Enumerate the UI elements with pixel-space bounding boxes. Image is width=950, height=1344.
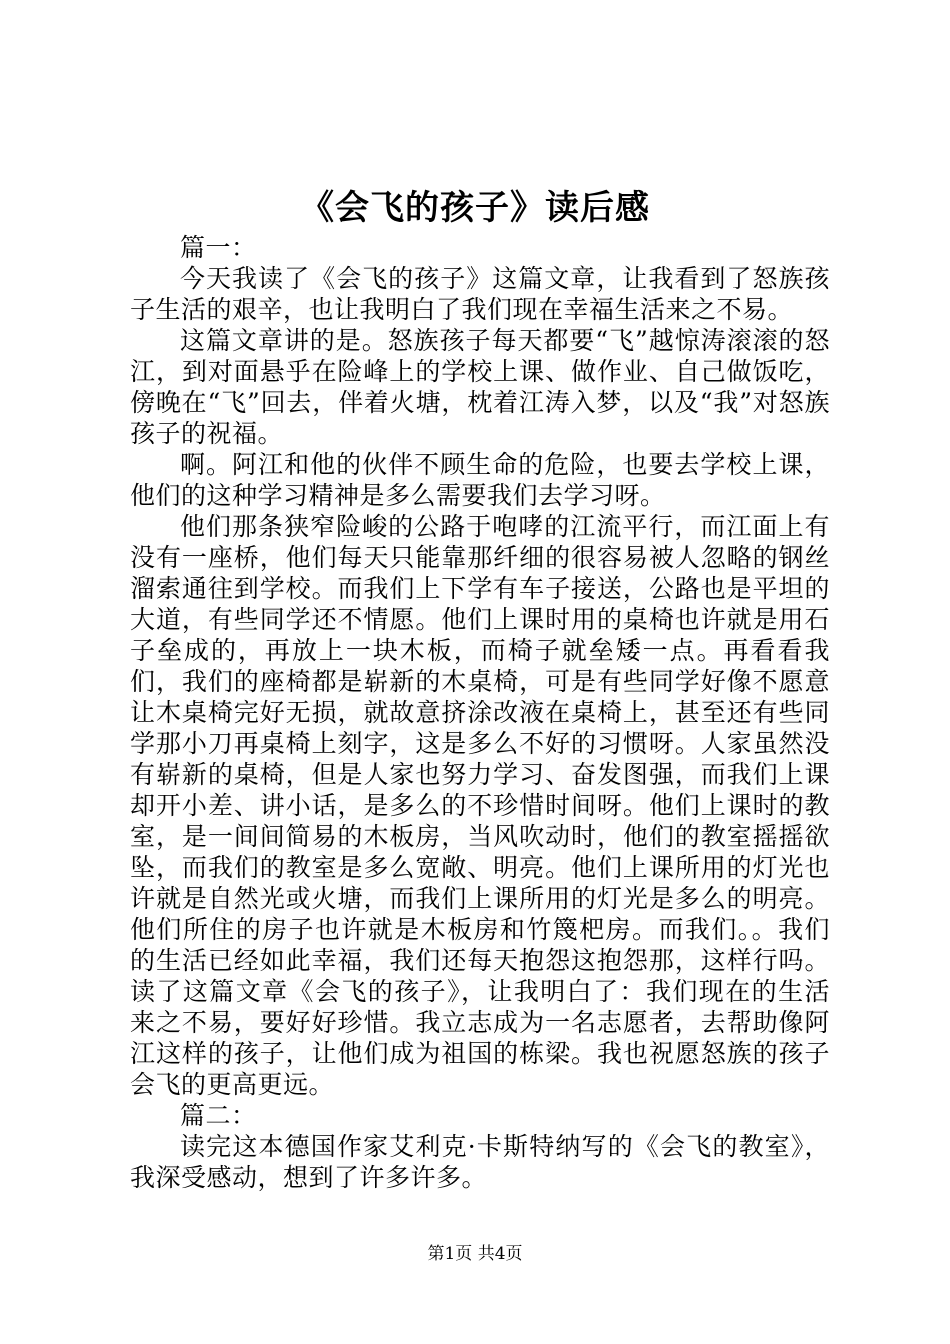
paragraph-section-2-intro: 读完这本德国作家艾利克·卡斯特纳写的《会飞的教室》，我深受感动，想到了许多许多。 [130,1132,830,1192]
section-heading-1: 篇一： [180,233,257,262]
paragraph-comparison: 他们那条狭窄险峻的公路于咆哮的江流平行，而江面上有没有一座桥，他们每天只能靠那纤细的很容易被人忽略的钢丝溜索通往到学校。而我们上下学有车子接送，公路也是平坦的大道，有些同学还不情愿。他们上课时用的桌椅也许就是用石子垒成的，再放上一块木板，而椅子就垒矮一点。再看看我们，我们的座椅都是崭新的木桌椅，可是有些同学好像不愿意让木桌椅完好无损，就故意挤涂改液在桌椅上，甚至还有些同学那小刀再桌椅上刻字，这是多么不好的习惯呀。人家虽然没有崭新的桌椅，但是人家也努力学习、奋发图强，而我们上课却开小差、讲小话，是多么的不珍惜时间呀。他们上课时的教室，是一间间简易的木板房，当风吹动时，他们的教室摇摇欲坠，而我们的教室是多么宽敞、明亮。他们上课所用的灯光也许就是自然光或火塘，而我们上课所用的灯光是多么的明亮。他们所住的房子也许就是木板房和竹篾杷房。而我们。。我们的生活已经如此幸福，我们还每天抱怨这抱怨那，这样行吗。读了这篇文章《会飞的孩子》，让我明白了：我们现在的生活来之不易，要好好珍惜。我立志成为一名志愿者，去帮助像阿江这样的孩子，让他们成为祖国的栋梁。我也祝愿怒族的孩子会飞的更高更远。 [130,512,830,1099]
page-footer: 第1页 共4页 [427,1244,523,1264]
paragraph-spirit: 啊。阿江和他的伙伴不顾生命的危险，也要去学校上课，他们的这种学习精神是多么需要我们去学习呀。 [130,450,830,510]
paragraph-intro: 今天我读了《会飞的孩子》这篇文章，让我看到了怒族孩子生活的艰辛，也让我明白了我们现在幸福生活来之不易。 [130,264,830,324]
document-title: 《会飞的孩子》读后感 [300,188,650,228]
paragraph-summary: 这篇文章讲的是。怒族孩子每天都要“飞”越惊涛滚滚的怒江，到对面悬乎在险峰上的学校上课、做作业、自己做饭吃，傍晚在“飞”回去，伴着火塘，枕着江涛入梦，以及“我”对怒族孩子的祝福。 [130,326,830,448]
section-heading-2: 篇二： [180,1101,257,1130]
document-body [130,232,830,1193]
